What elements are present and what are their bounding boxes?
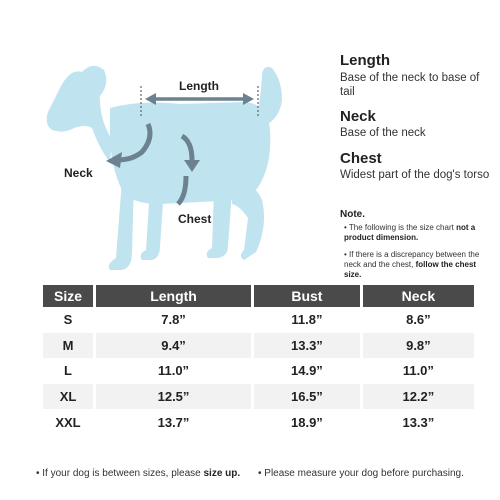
- table-row: [43, 358, 474, 384]
- cell-length: 11.0”: [96, 358, 251, 384]
- neck-label: Neck: [64, 166, 93, 180]
- cell-length: 12.5”: [96, 384, 251, 410]
- chest-info-title: Chest: [340, 150, 382, 167]
- cell-length: 13.7”: [96, 409, 251, 435]
- note-2-bold: follow the chest size.: [344, 260, 477, 279]
- footer-note-2: • Please measure your dog before purchasing.: [258, 468, 464, 479]
- neck-info-title: Neck: [340, 108, 376, 125]
- table-header-row: [43, 285, 474, 307]
- table-row: [43, 333, 474, 359]
- footer-note-1-text: If your dog is between sizes, please: [42, 468, 201, 479]
- length-label: Length: [179, 79, 219, 93]
- cell-size: S: [43, 307, 93, 333]
- chest-label: Chest: [178, 212, 212, 226]
- table-row: [43, 409, 474, 435]
- cell-neck: 11.0”: [363, 358, 474, 384]
- cell-length: 9.4”: [96, 333, 251, 359]
- cell-neck: 9.8”: [363, 333, 474, 359]
- cell-bust: 18.9”: [254, 409, 360, 435]
- table-row: [43, 307, 474, 333]
- dog-illustration: [0, 0, 340, 280]
- header-length: Length: [96, 285, 251, 307]
- chest-info-desc: Widest part of the dog's torso: [340, 169, 490, 181]
- header-bust: Bust: [254, 285, 360, 307]
- size-chart-table: [40, 285, 477, 435]
- note-1-bold: not a product dimension.: [344, 223, 476, 242]
- cell-neck: 8.6”: [363, 307, 474, 333]
- cell-bust: 11.8”: [254, 307, 360, 333]
- cell-size: XL: [43, 384, 93, 410]
- footer-note-1-bold: size up.: [203, 468, 241, 479]
- table-row: [43, 384, 474, 410]
- cell-bust: 13.3”: [254, 333, 360, 359]
- footer-note-2-text: Please measure your dog before purchasing.: [264, 468, 464, 479]
- cell-bust: 14.9”: [254, 358, 360, 384]
- note-2-text: If there is a discrepancy between the neck and the chest,: [344, 250, 480, 269]
- note-1-text: The following is the size chart: [348, 223, 454, 232]
- cell-size: XXL: [43, 409, 93, 435]
- note-title: Note.: [340, 209, 365, 220]
- length-info-title: Length: [340, 52, 390, 69]
- cell-length: 7.8”: [96, 307, 251, 333]
- cell-neck: 12.2”: [363, 384, 474, 410]
- note-item-2: • If there is a discrepancy between the neck and the chest, follow the chest size.: [344, 250, 480, 279]
- cell-neck: 13.3”: [363, 409, 474, 435]
- note-item-1: • The following is the size chart not a product dimension.: [344, 223, 476, 242]
- header-neck: Neck: [363, 285, 474, 307]
- length-info-desc: Base of the neck to base of tail: [340, 72, 480, 98]
- footer-note-1: • If your dog is between sizes, please size up.: [36, 468, 241, 479]
- neck-info-desc: Base of the neck: [340, 127, 426, 139]
- cell-size: M: [43, 333, 93, 359]
- cell-bust: 16.5”: [254, 384, 360, 410]
- header-size: Size: [43, 285, 93, 307]
- cell-size: L: [43, 358, 93, 384]
